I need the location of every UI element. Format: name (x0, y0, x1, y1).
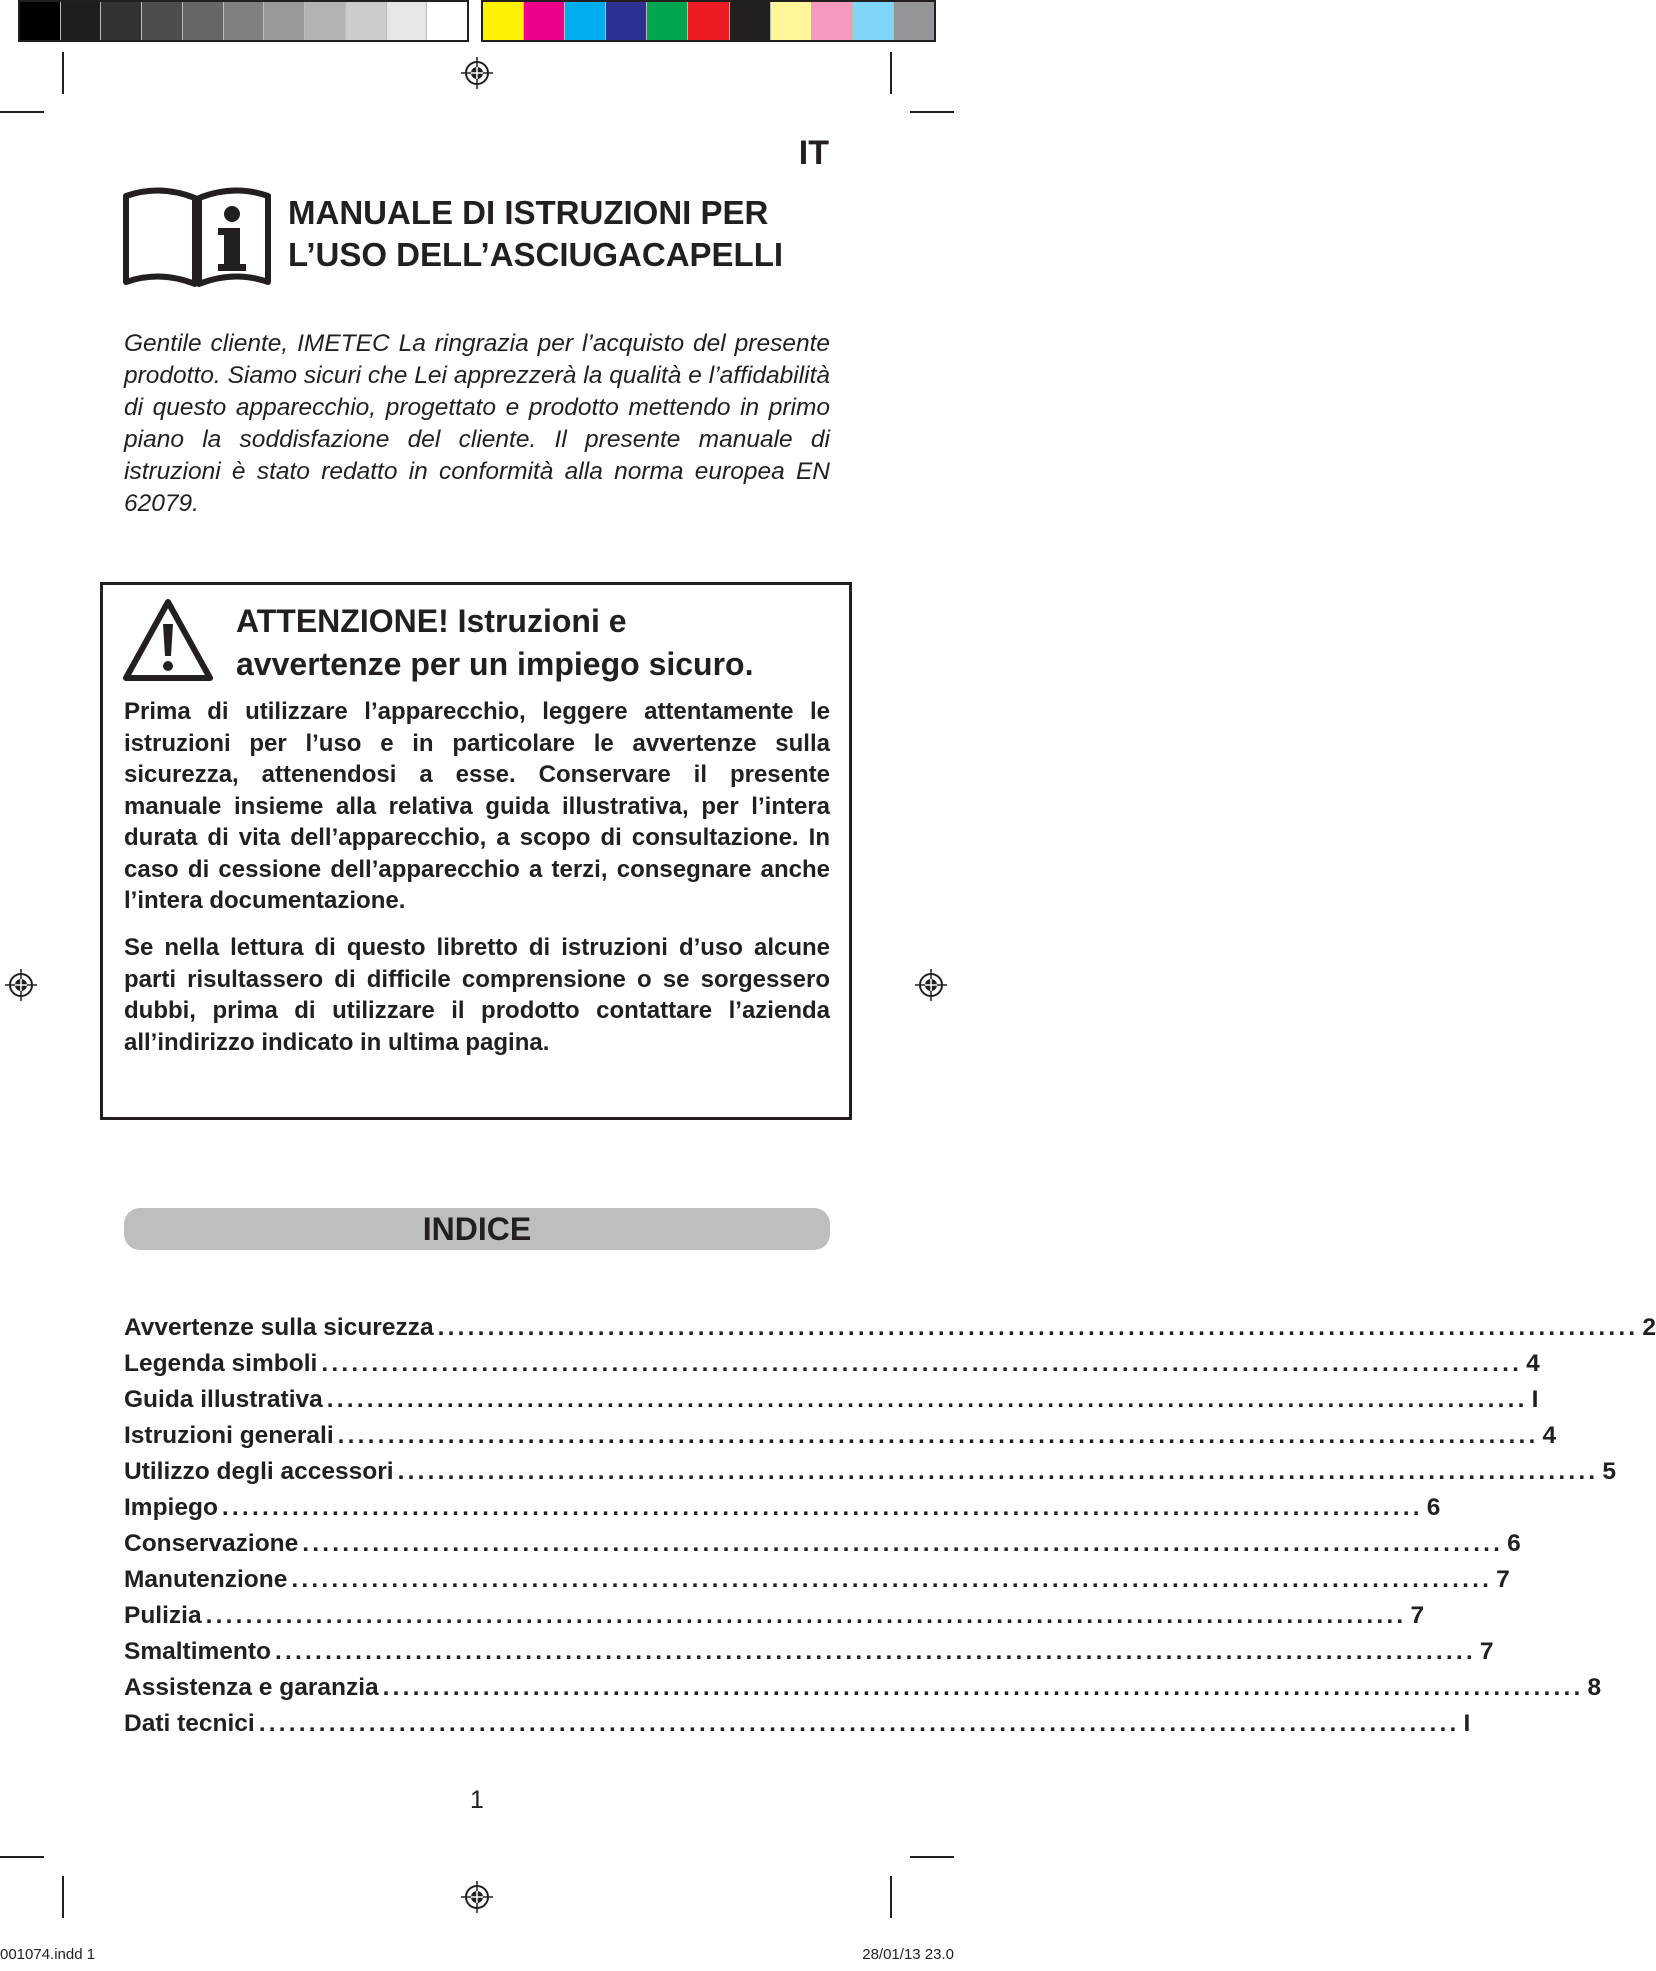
toc-leader-dots: ........................................................................................................................ (205, 1602, 1407, 1629)
toc-entry-label: Conservazione (124, 1530, 299, 1557)
toc-entry-page: 7 (1479, 1638, 1494, 1665)
process-color-swatches (481, 0, 936, 42)
crop-mark (890, 1876, 892, 1918)
color-swatch (183, 2, 224, 40)
language-code: IT (798, 134, 829, 172)
color-swatch (427, 2, 467, 40)
toc-entry-page: 2 (1642, 1314, 1656, 1341)
toc-entry-label: Assistenza e garanzia (124, 1674, 379, 1701)
toc-entry-label: Guida illustrativa (124, 1386, 323, 1413)
color-swatch (853, 2, 894, 40)
registration-mark-icon (914, 968, 948, 1002)
color-swatch (812, 2, 853, 40)
title-line-2: L’USO DELL’ASCIUGACAPELLI (288, 236, 784, 273)
warning-title (236, 600, 753, 686)
toc-entry-page: 6 (1426, 1494, 1441, 1521)
color-swatch (894, 2, 934, 40)
toc-entry-page: 7 (1496, 1566, 1510, 1593)
toc-entry[interactable] (124, 1634, 1494, 1670)
color-swatch (142, 2, 183, 40)
title-line-1: MANUALE DI ISTRUZIONI PER (288, 194, 769, 231)
color-swatch (771, 2, 812, 40)
toc-entry-page: 4 (1526, 1350, 1540, 1377)
toc-leader-dots: ........................................................................................................................ (397, 1458, 1599, 1485)
toc-entry-page: I (1463, 1710, 1471, 1737)
toc-leader-dots: ........................................................................................................................ (302, 1530, 1504, 1557)
color-swatch (20, 2, 61, 40)
toc-entry[interactable] (124, 1490, 1441, 1526)
toc-leader-dots: ........................................................................................................................ (337, 1422, 1539, 1449)
warning-paragraph-2: Se nella lettura di questo libretto di istruzioni d’uso alcune parti risultassero di difficile comprensione o se sorgessero dubbi, prima di utilizzare il prodotto contattare l’azienda all’indirizzo indicato in ultima pagina. (124, 934, 830, 1056)
toc-entry-label: Legenda simboli (124, 1350, 318, 1377)
toc-leader-dots: ........................................................................................................................ (221, 1494, 1423, 1521)
toc-entry[interactable] (124, 1382, 1539, 1418)
toc-entry-label: Dati tecnici (124, 1710, 255, 1737)
color-swatch (224, 2, 265, 40)
date-slug: 28/01/13 23.0 (862, 1946, 954, 1963)
color-swatch (387, 2, 428, 40)
color-swatch (647, 2, 688, 40)
toc-leader-dots: ........................................................................................................................ (321, 1350, 1523, 1377)
toc-entry[interactable] (124, 1454, 1617, 1490)
toc-leader-dots: ........................................................................................................................ (275, 1638, 1476, 1665)
toc-entry-page: 4 (1542, 1422, 1557, 1449)
file-slug: 001074.indd 1 (0, 1946, 96, 1963)
toc-entry-label: Smaltimento (124, 1638, 272, 1665)
table-of-contents (124, 1310, 1656, 1742)
color-swatch (565, 2, 606, 40)
intro-paragraph: Gentile cliente, IMETEC La ringrazia per l’acquisto del presente prodotto. Siamo sicuri che Lei apprezzerà la qualità e l’affidabilità di questo apparecchio, progettato e prodotto mettendo in primo piano la soddisfazione del cliente. Il presente manuale di istruzioni è stato redatto in conformità alla norma europea EN 62079. (124, 330, 830, 517)
index-title: INDICE (422, 1211, 532, 1247)
color-swatch (688, 2, 729, 40)
toc-entry[interactable] (124, 1346, 1540, 1382)
warning-paragraph-1: Prima di utilizzare l’apparecchio, leggere attentamente le istruzioni per l’uso e in particolare le avvertenze sulla sicurezza, attenendosi a esse. Conservare il presente manuale insieme alla relativa guida illustrativa, per l’intera durata di vita dell’apparecchio, a scopo di consultazione. In caso di cessione dell’apparecchio a terzi, consegnare anche l’intera documentazione. (124, 698, 830, 914)
toc-entry-page: 6 (1507, 1530, 1521, 1557)
warning-title-line-2: avvertenze per un impiego sicuro. (236, 646, 754, 682)
toc-entry-label: Istruzioni generali (124, 1422, 334, 1449)
toc-entry[interactable] (124, 1598, 1425, 1634)
toc-entry[interactable] (124, 1310, 1656, 1346)
toc-entry[interactable] (124, 1418, 1557, 1454)
toc-leader-dots: ........................................................................................................................ (291, 1566, 1493, 1593)
toc-entry[interactable] (124, 1562, 1510, 1598)
toc-entry[interactable] (124, 1706, 1471, 1742)
toc-entry-page: 7 (1410, 1602, 1425, 1629)
color-swatch (305, 2, 346, 40)
color-swatch (264, 2, 305, 40)
toc-entry-label: Pulizia (124, 1602, 202, 1629)
crop-mark (0, 111, 44, 113)
toc-entry[interactable] (124, 1526, 1521, 1562)
crop-mark (62, 1876, 64, 1918)
color-swatch (483, 2, 524, 40)
toc-entry-label: Avvertenze sulla sicurezza (124, 1314, 434, 1341)
color-swatch (606, 2, 647, 40)
crop-mark (0, 1856, 44, 1858)
crop-mark (62, 52, 64, 94)
toc-entry-page: 8 (1587, 1674, 1602, 1701)
grayscale-swatches (18, 0, 469, 42)
toc-entry-page: 5 (1602, 1458, 1617, 1485)
color-swatch (524, 2, 565, 40)
crop-mark (890, 52, 892, 94)
toc-entry-label: Utilizzo degli accessori (124, 1458, 394, 1485)
page-title (288, 192, 783, 276)
info-book-icon (122, 186, 272, 290)
color-swatch (730, 2, 771, 40)
color-swatch (61, 2, 102, 40)
color-swatch (346, 2, 387, 40)
crop-mark (910, 111, 954, 113)
toc-leader-dots: ........................................................................................................................ (382, 1674, 1584, 1701)
page-number: 1 (470, 1786, 484, 1814)
toc-entry-label: Impiego (124, 1494, 218, 1521)
toc-entry-page: I (1531, 1386, 1539, 1413)
registration-mark-icon (4, 968, 38, 1002)
crop-mark (910, 1856, 954, 1858)
color-calibration-bar (18, 0, 936, 42)
toc-leader-dots: ........................................................................................................................ (326, 1386, 1528, 1413)
color-swatch (101, 2, 142, 40)
toc-leader-dots: ........................................................................................................................ (437, 1314, 1639, 1341)
warning-title-line-1: ATTENZIONE! Istruzioni e (236, 603, 627, 639)
toc-entry[interactable] (124, 1670, 1602, 1706)
registration-mark-icon (460, 56, 494, 90)
toc-entry-label: Manutenzione (124, 1566, 288, 1593)
toc-leader-dots: ........................................................................................................................ (258, 1710, 1460, 1737)
warning-triangle-icon (122, 598, 214, 682)
registration-mark-icon (460, 1880, 494, 1914)
